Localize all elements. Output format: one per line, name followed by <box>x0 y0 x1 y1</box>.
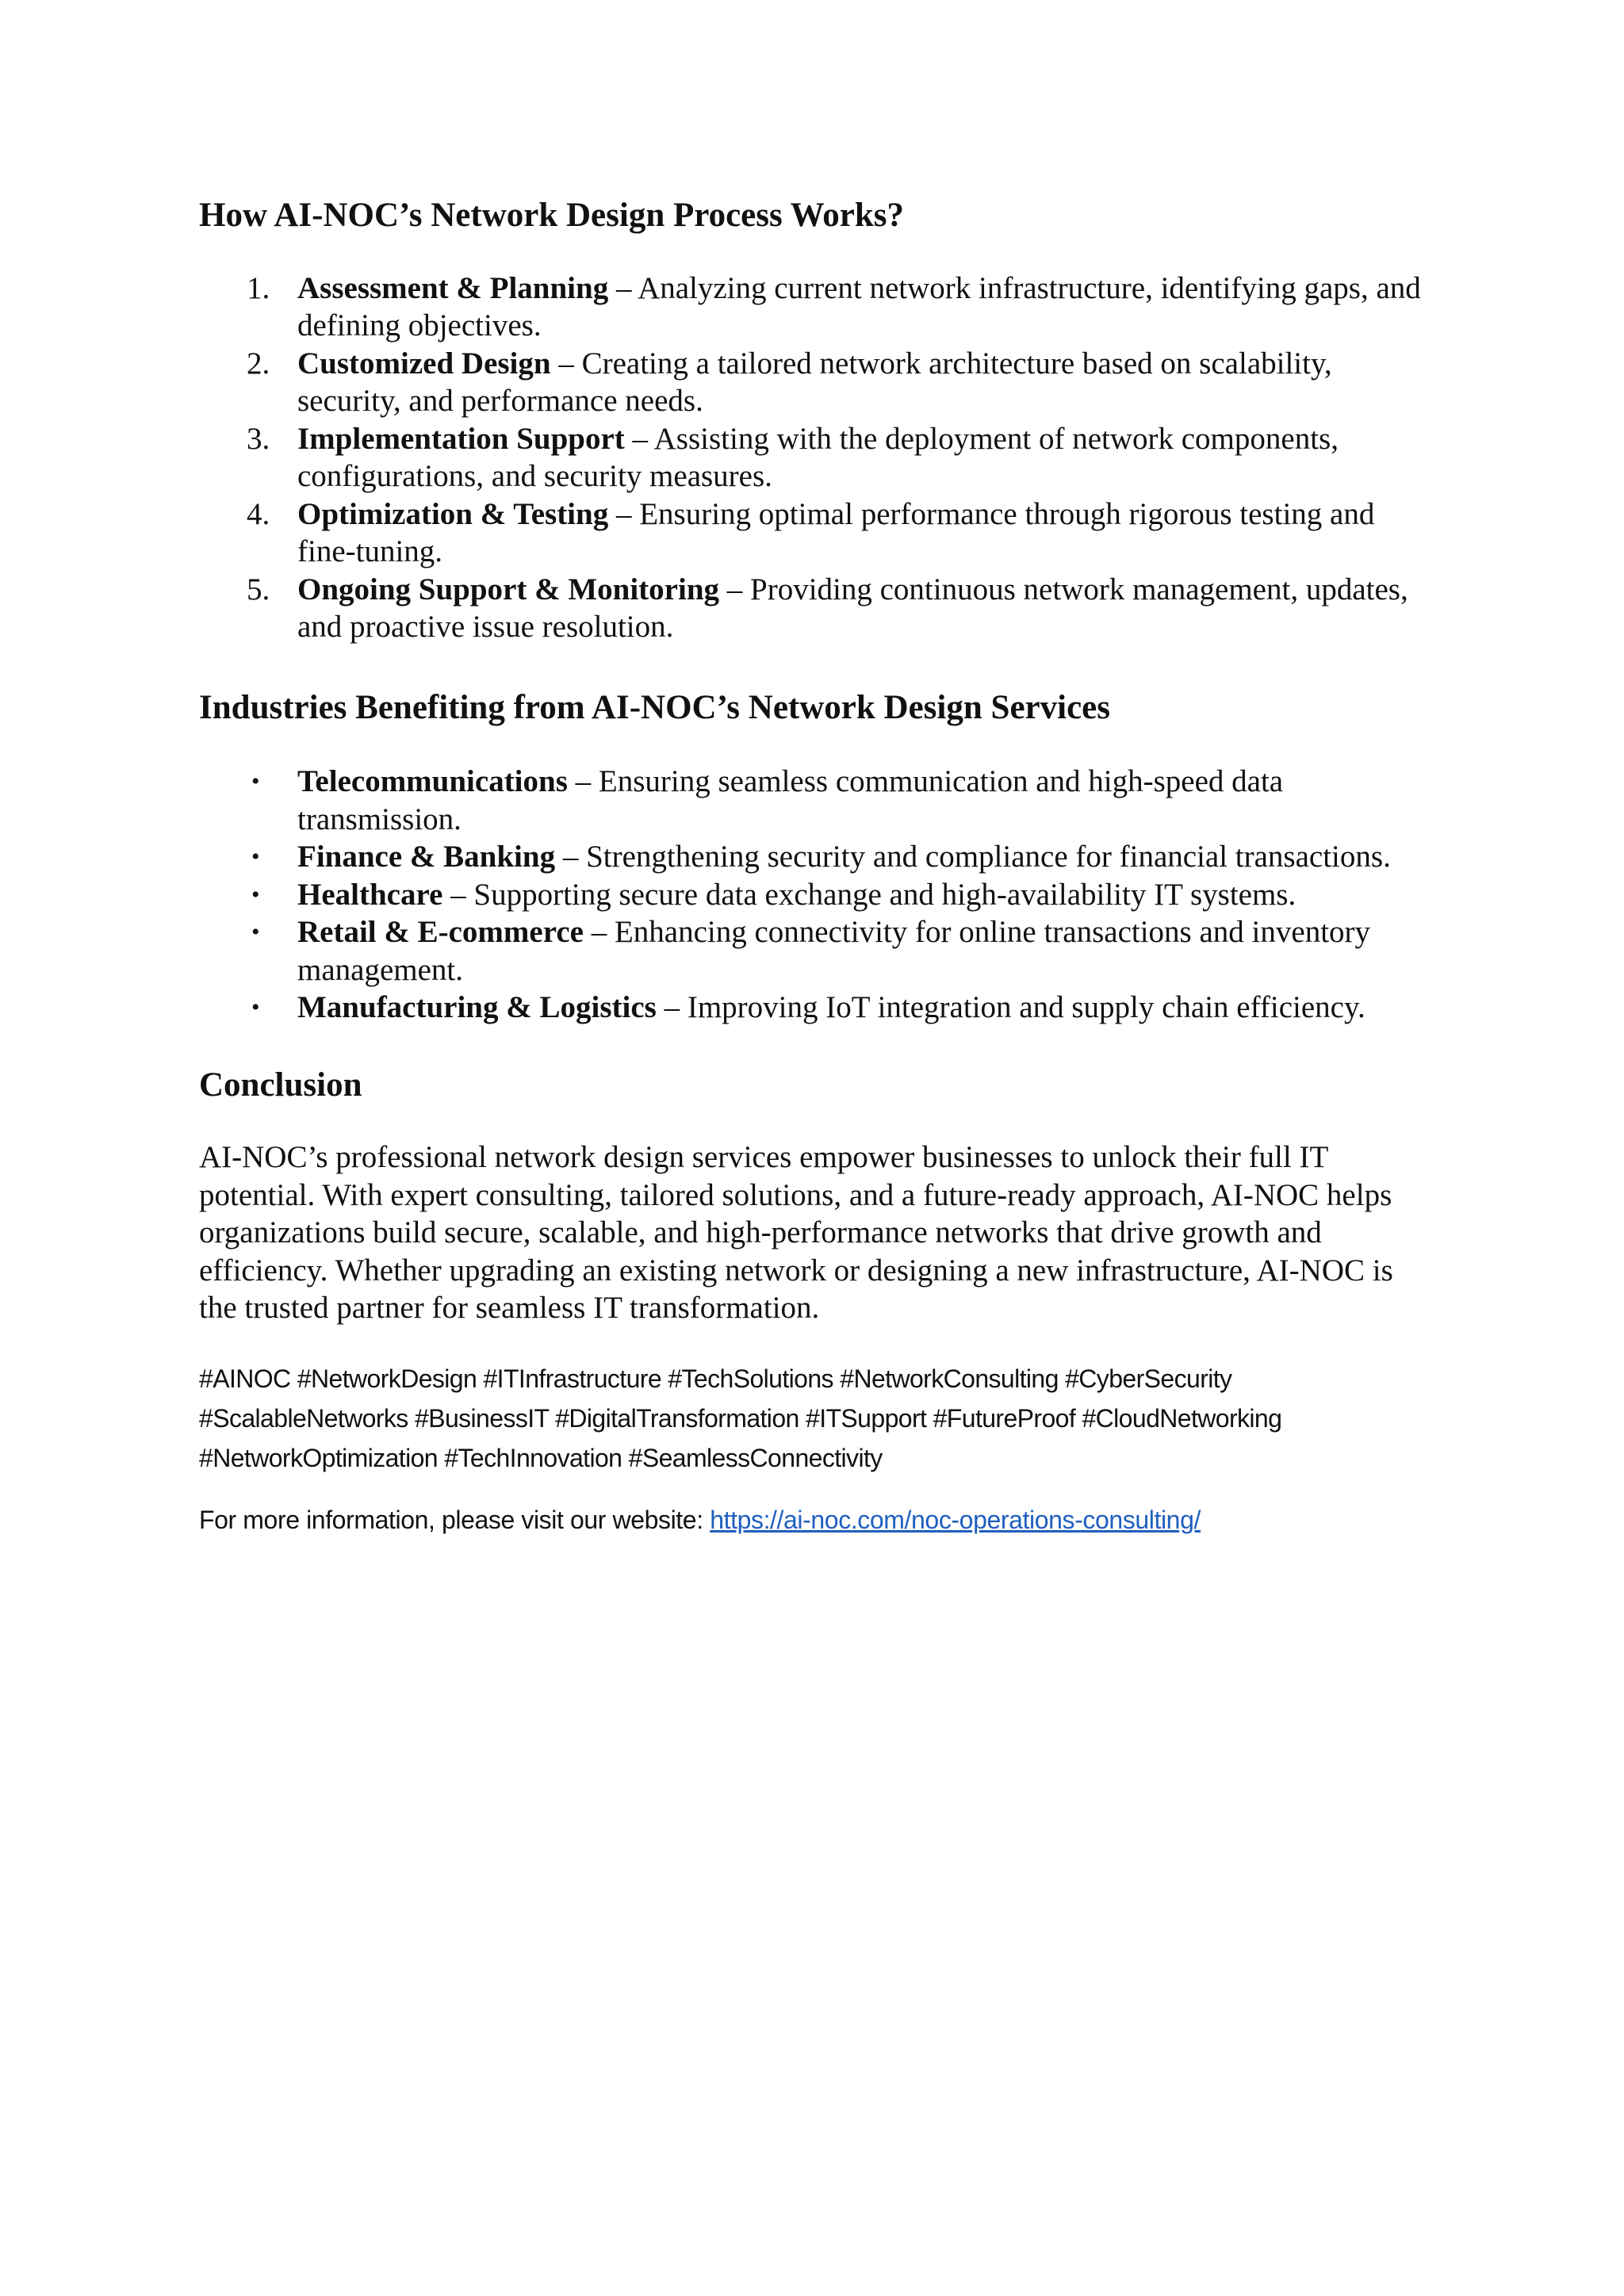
industry-text: – Ensuring seamless communication and high-speed data transmission. <box>297 764 1284 836</box>
step-text: – Assisting with the deployment of network components, configurations, and security measures. <box>297 421 1339 494</box>
step-title: Assessment & Planning <box>297 270 609 305</box>
industry-item <box>199 876 1436 914</box>
document-page <box>199 195 1436 1540</box>
more-info-line <box>199 1500 1436 1540</box>
website-link[interactable]: https://ai-noc.com/noc-operations-consulting/ <box>710 1505 1201 1534</box>
process-step <box>199 496 1436 571</box>
industry-title: Healthcare <box>297 877 443 912</box>
industry-title: Finance & Banking <box>297 840 556 874</box>
more-info-label: For more information, please visit our website: <box>199 1505 710 1534</box>
step-number: 5. <box>247 572 270 607</box>
step-number: 2. <box>247 346 270 381</box>
step-text: – Providing continuous network management, updates, and proactive issue resolution. <box>297 572 1408 645</box>
hashtags-line: #NetworkOptimization #TechInnovation #SeamlessConnectivity <box>199 1443 883 1472</box>
step-text: – Creating a tailored network architecture based on scalability, security, and performance needs. <box>297 346 1332 419</box>
step-number: 3. <box>247 421 270 456</box>
industry-item <box>199 763 1436 838</box>
conclusion-paragraph: AI-NOC’s professional network design services empower businesses to unlock their full IT potential. With expert consulting, tailored solutions, and a future-ready approach, AI-NOC helps organizations build secure, scalable, and high-performance networks that drive growth and efficiency. Whether upgrading an existing network or designing a new infrastructure, AI-NOC is the trusted partner for seamless IT transformation. <box>199 1140 1393 1326</box>
hashtags-line: #ScalableNetworks #BusinessIT #DigitalTransformation #ITSupport #FutureProof #CloudNetworking <box>199 1403 1282 1433</box>
industry-item <box>199 989 1436 1027</box>
step-text: – Analyzing current network infrastructure, identifying gaps, and defining objectives. <box>297 270 1421 343</box>
industries-heading: Industries Benefiting from AI-NOC’s Network Design Services <box>199 688 1110 726</box>
step-number: 4. <box>247 496 270 531</box>
industry-text: – Enhancing connectivity for online transactions and inventory management. <box>297 915 1371 987</box>
process-step <box>199 345 1436 420</box>
industry-title: Manufacturing & Logistics <box>297 990 657 1025</box>
bullet-icon: • <box>251 844 260 871</box>
process-heading: How AI-NOC’s Network Design Process Works? <box>199 197 905 234</box>
bullet-icon: • <box>251 768 260 795</box>
bullet-icon: • <box>251 994 260 1021</box>
bullet-icon: • <box>251 881 260 908</box>
process-step <box>199 270 1436 345</box>
process-steps-list <box>199 270 1436 646</box>
step-title: Ongoing Support & Monitoring <box>297 572 720 607</box>
step-number: 1. <box>247 270 270 305</box>
industry-title: Retail & E-commerce <box>297 915 584 950</box>
industry-item <box>199 838 1436 876</box>
conclusion-heading: Conclusion <box>199 1066 362 1104</box>
industries-list <box>199 763 1436 1027</box>
step-title: Customized Design <box>297 346 551 381</box>
industry-title: Telecommunications <box>297 764 568 799</box>
step-title: Optimization & Testing <box>297 496 609 531</box>
step-text: – Ensuring optimal performance through rigorous testing and fine-tuning. <box>297 496 1375 569</box>
industry-text: – Strengthening security and compliance for financial transactions. <box>555 840 1391 874</box>
hashtags-line: #AINOC #NetworkDesign #ITInfrastructure #TechSolutions #NetworkConsulting #CyberSecurity <box>199 1364 1232 1393</box>
bullet-icon: • <box>251 919 260 946</box>
step-title: Implementation Support <box>297 421 625 456</box>
industry-text: – Supporting secure data exchange and high-availability IT systems. <box>442 877 1297 912</box>
process-step <box>199 420 1436 496</box>
industry-text: – Improving IoT integration and supply chain efficiency. <box>656 990 1365 1025</box>
industry-item <box>199 913 1436 989</box>
process-step <box>199 571 1436 646</box>
hashtags-block <box>199 1359 1436 1478</box>
